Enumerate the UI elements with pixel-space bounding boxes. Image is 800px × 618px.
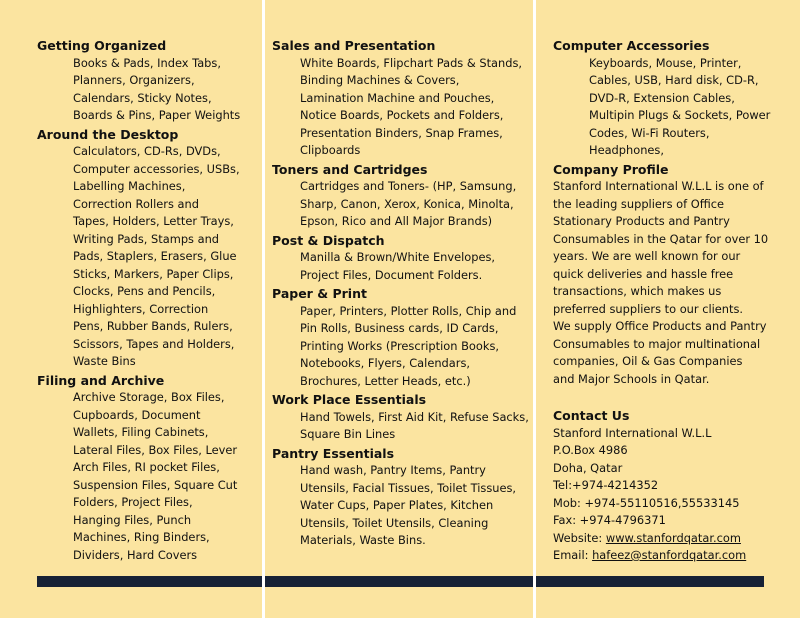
item-line: Writing Pads, Stamps and bbox=[73, 231, 220, 246]
paper-print-items bbox=[272, 303, 525, 391]
item-line: Tapes, Holders, Letter Trays, bbox=[73, 214, 234, 228]
item-line: Water Cups, Paper Plates, Kitchen bbox=[300, 498, 494, 512]
item-line: Boards & Pins, Paper Weights bbox=[73, 108, 241, 122]
item-line: Presentation Binders, Snap Frames, bbox=[300, 125, 503, 140]
getting-organized-items bbox=[37, 55, 263, 125]
work-place-essentials-heading: Work Place Essentials bbox=[272, 392, 427, 407]
item-line: Clipboards bbox=[300, 143, 361, 157]
website-link[interactable]: www.stanfordqatar.com bbox=[605, 530, 741, 545]
item-line: Clocks, Pens and Pencils, bbox=[73, 284, 216, 298]
post-dispatch-heading: Post & Dispatch bbox=[272, 232, 385, 248]
item-line: Codes, Wi-Fi Routers, bbox=[589, 125, 710, 140]
item-line: Highlighters, Correction bbox=[73, 301, 209, 316]
filing-and-archive-heading: Filing and Archive bbox=[37, 372, 165, 388]
item-line: Cupboards, Document bbox=[73, 407, 201, 422]
item-line: Waste Bins bbox=[73, 354, 136, 368]
item-line: Books & Pads, Index Tabs, bbox=[73, 55, 221, 70]
item-line: preferred suppliers to our clients. bbox=[553, 301, 744, 316]
contact-pobox: P.O.Box 4986 bbox=[553, 443, 628, 457]
contact-tel: Tel:+974-4214352 bbox=[553, 478, 659, 492]
item-line: DVD-R, Extension Cables, bbox=[589, 90, 735, 105]
item-line: Calendars, Sticky Notes, bbox=[73, 90, 212, 105]
item-line: Hand wash, Pantry Items, Pantry bbox=[300, 463, 486, 477]
item-line: companies, Oil & Gas Companies bbox=[553, 354, 743, 368]
item-line: Hanging Files, Punch bbox=[73, 512, 192, 527]
item-line: Stanford International W.L.L is one of bbox=[553, 179, 764, 193]
sales-and-presentation-items bbox=[272, 55, 525, 160]
item-line: Stationary Products and Pantry bbox=[553, 214, 730, 228]
item-line: Utensils, Toilet Utensils, Cleaning bbox=[300, 515, 489, 530]
item-line: Archive Storage, Box Files, bbox=[73, 390, 225, 404]
item-line: Correction Rollers and bbox=[73, 196, 199, 211]
paper-print-heading: Paper & Print bbox=[272, 286, 367, 301]
footer-bar bbox=[536, 576, 764, 587]
item-line: Pads, Staplers, Erasers, Glue bbox=[73, 249, 237, 263]
item-line: Project Files, Document Folders. bbox=[300, 267, 483, 282]
email-link[interactable]: hafeez@stanfordqatar.com bbox=[592, 548, 747, 562]
item-line: Folders, Project Files, bbox=[73, 495, 193, 509]
computer-accessories-items bbox=[553, 55, 787, 160]
item-line: Calculators, CD-Rs, DVDs, bbox=[73, 144, 221, 158]
item-line: Lamination Machine and Pouches, bbox=[300, 90, 495, 105]
contact-details bbox=[553, 425, 779, 565]
pantry-essentials-items bbox=[272, 462, 525, 550]
contact-city: Doha, Qatar bbox=[553, 460, 623, 475]
item-line: Wallets, Filing Cabinets, bbox=[73, 425, 209, 439]
item-line: Consumables to major multinational bbox=[553, 336, 761, 351]
item-line: Cables, USB, Hard disk, CD-R, bbox=[589, 73, 759, 87]
item-line: the leading suppliers of Office bbox=[553, 196, 724, 211]
pantry-essentials-heading: Pantry Essentials bbox=[272, 445, 395, 461]
middle-column bbox=[265, 0, 533, 618]
sales-and-presentation-heading: Sales and Presentation bbox=[272, 38, 436, 53]
item-line: Paper, Printers, Plotter Rolls, Chip and bbox=[300, 303, 517, 318]
item-line: Consumables in the Qatar for over 10 bbox=[553, 231, 769, 246]
item-line: Brochures, Letter Heads, etc.) bbox=[300, 373, 471, 388]
item-line: Scissors, Tapes and Holders, bbox=[73, 336, 235, 351]
item-line: Labelling Machines, bbox=[73, 179, 186, 193]
item-line: Cartridges and Toners- (HP, Samsung, bbox=[300, 179, 517, 193]
contact-email-row bbox=[553, 547, 779, 565]
item-line: Suspension Files, Square Cut bbox=[73, 477, 238, 492]
right-column bbox=[536, 0, 800, 618]
item-line: years. We are well known for our bbox=[553, 249, 741, 263]
email-label: Email: bbox=[553, 548, 593, 562]
item-line: Multipin Plugs & Sockets, Power bbox=[589, 108, 771, 122]
item-line: Binding Machines & Covers, bbox=[300, 73, 460, 87]
filing-and-archive-items bbox=[37, 389, 263, 564]
contact-website-row bbox=[553, 530, 779, 548]
website-label: Website: bbox=[553, 530, 606, 545]
computer-accessories-heading: Computer Accessories bbox=[553, 38, 710, 53]
contact-fax: Fax: +974-4796371 bbox=[553, 513, 666, 527]
item-line: Sharp, Canon, Xerox, Konica, Minolta, bbox=[300, 196, 514, 211]
item-line: Arch Files, RI pocket Files, bbox=[73, 460, 220, 474]
item-line: Pens, Rubber Bands, Rulers, bbox=[73, 319, 233, 333]
toners-and-cartridges-heading: Toners and Cartridges bbox=[272, 161, 428, 177]
item-line: transactions, which makes us bbox=[553, 284, 722, 298]
footer-bar bbox=[265, 576, 533, 587]
company-profile-heading: Company Profile bbox=[553, 161, 669, 177]
item-line: Planners, Organizers, bbox=[73, 73, 195, 87]
company-profile-items bbox=[553, 178, 779, 388]
around-the-desktop-items bbox=[37, 143, 263, 371]
item-line: White Boards, Flipchart Pads & Stands, bbox=[300, 55, 523, 70]
item-line: quick deliveries and hassle free bbox=[553, 266, 734, 281]
item-line: Utensils, Facial Tissues, Toilet Tissues, bbox=[300, 480, 517, 495]
post-dispatch-items bbox=[272, 249, 525, 284]
item-line: Computer accessories, USBs, bbox=[73, 161, 240, 176]
item-line: Keyboards, Mouse, Printer, bbox=[589, 55, 742, 70]
contact-company: Stanford International W.L.L bbox=[553, 425, 712, 440]
item-line: Pin Rolls, Business cards, ID Cards, bbox=[300, 321, 499, 335]
item-line: Materials, Waste Bins. bbox=[300, 533, 426, 547]
item-line: and Major Schools in Qatar. bbox=[553, 371, 710, 386]
item-line: Square Bin Lines bbox=[300, 427, 396, 441]
item-line: Machines, Ring Binders, bbox=[73, 530, 210, 544]
item-line: We supply Office Products and Pantry bbox=[553, 319, 767, 333]
left-column bbox=[0, 0, 262, 618]
work-place-essentials-items bbox=[272, 409, 529, 444]
item-line: Sticks, Markers, Paper Clips, bbox=[73, 266, 234, 281]
item-line: Notebooks, Flyers, Calendars, bbox=[300, 356, 471, 370]
item-line: Hand Towels, First Aid Kit, Refuse Sacks, bbox=[300, 409, 529, 424]
contact-heading: Contact Us bbox=[553, 408, 630, 423]
item-line: Printing Works (Prescription Books, bbox=[300, 338, 500, 353]
getting-organized-heading: Getting Organized bbox=[37, 38, 167, 53]
footer-bar bbox=[37, 576, 262, 587]
toners-and-cartridges-items bbox=[272, 178, 525, 231]
item-line: Notice Boards, Pockets and Folders, bbox=[300, 108, 504, 122]
contact-mobile: Mob: +974-55110516,55533145 bbox=[553, 495, 740, 510]
item-line: Manilla & Brown/White Envelopes, bbox=[300, 250, 496, 264]
around-the-desktop-heading: Around the Desktop bbox=[37, 126, 179, 142]
item-line: Dividers, Hard Covers bbox=[73, 547, 198, 562]
item-line: Headphones, bbox=[589, 143, 664, 157]
item-line: Epson, Rico and All Major Brands) bbox=[300, 214, 493, 228]
item-line: Lateral Files, Box Files, Lever bbox=[73, 442, 238, 457]
